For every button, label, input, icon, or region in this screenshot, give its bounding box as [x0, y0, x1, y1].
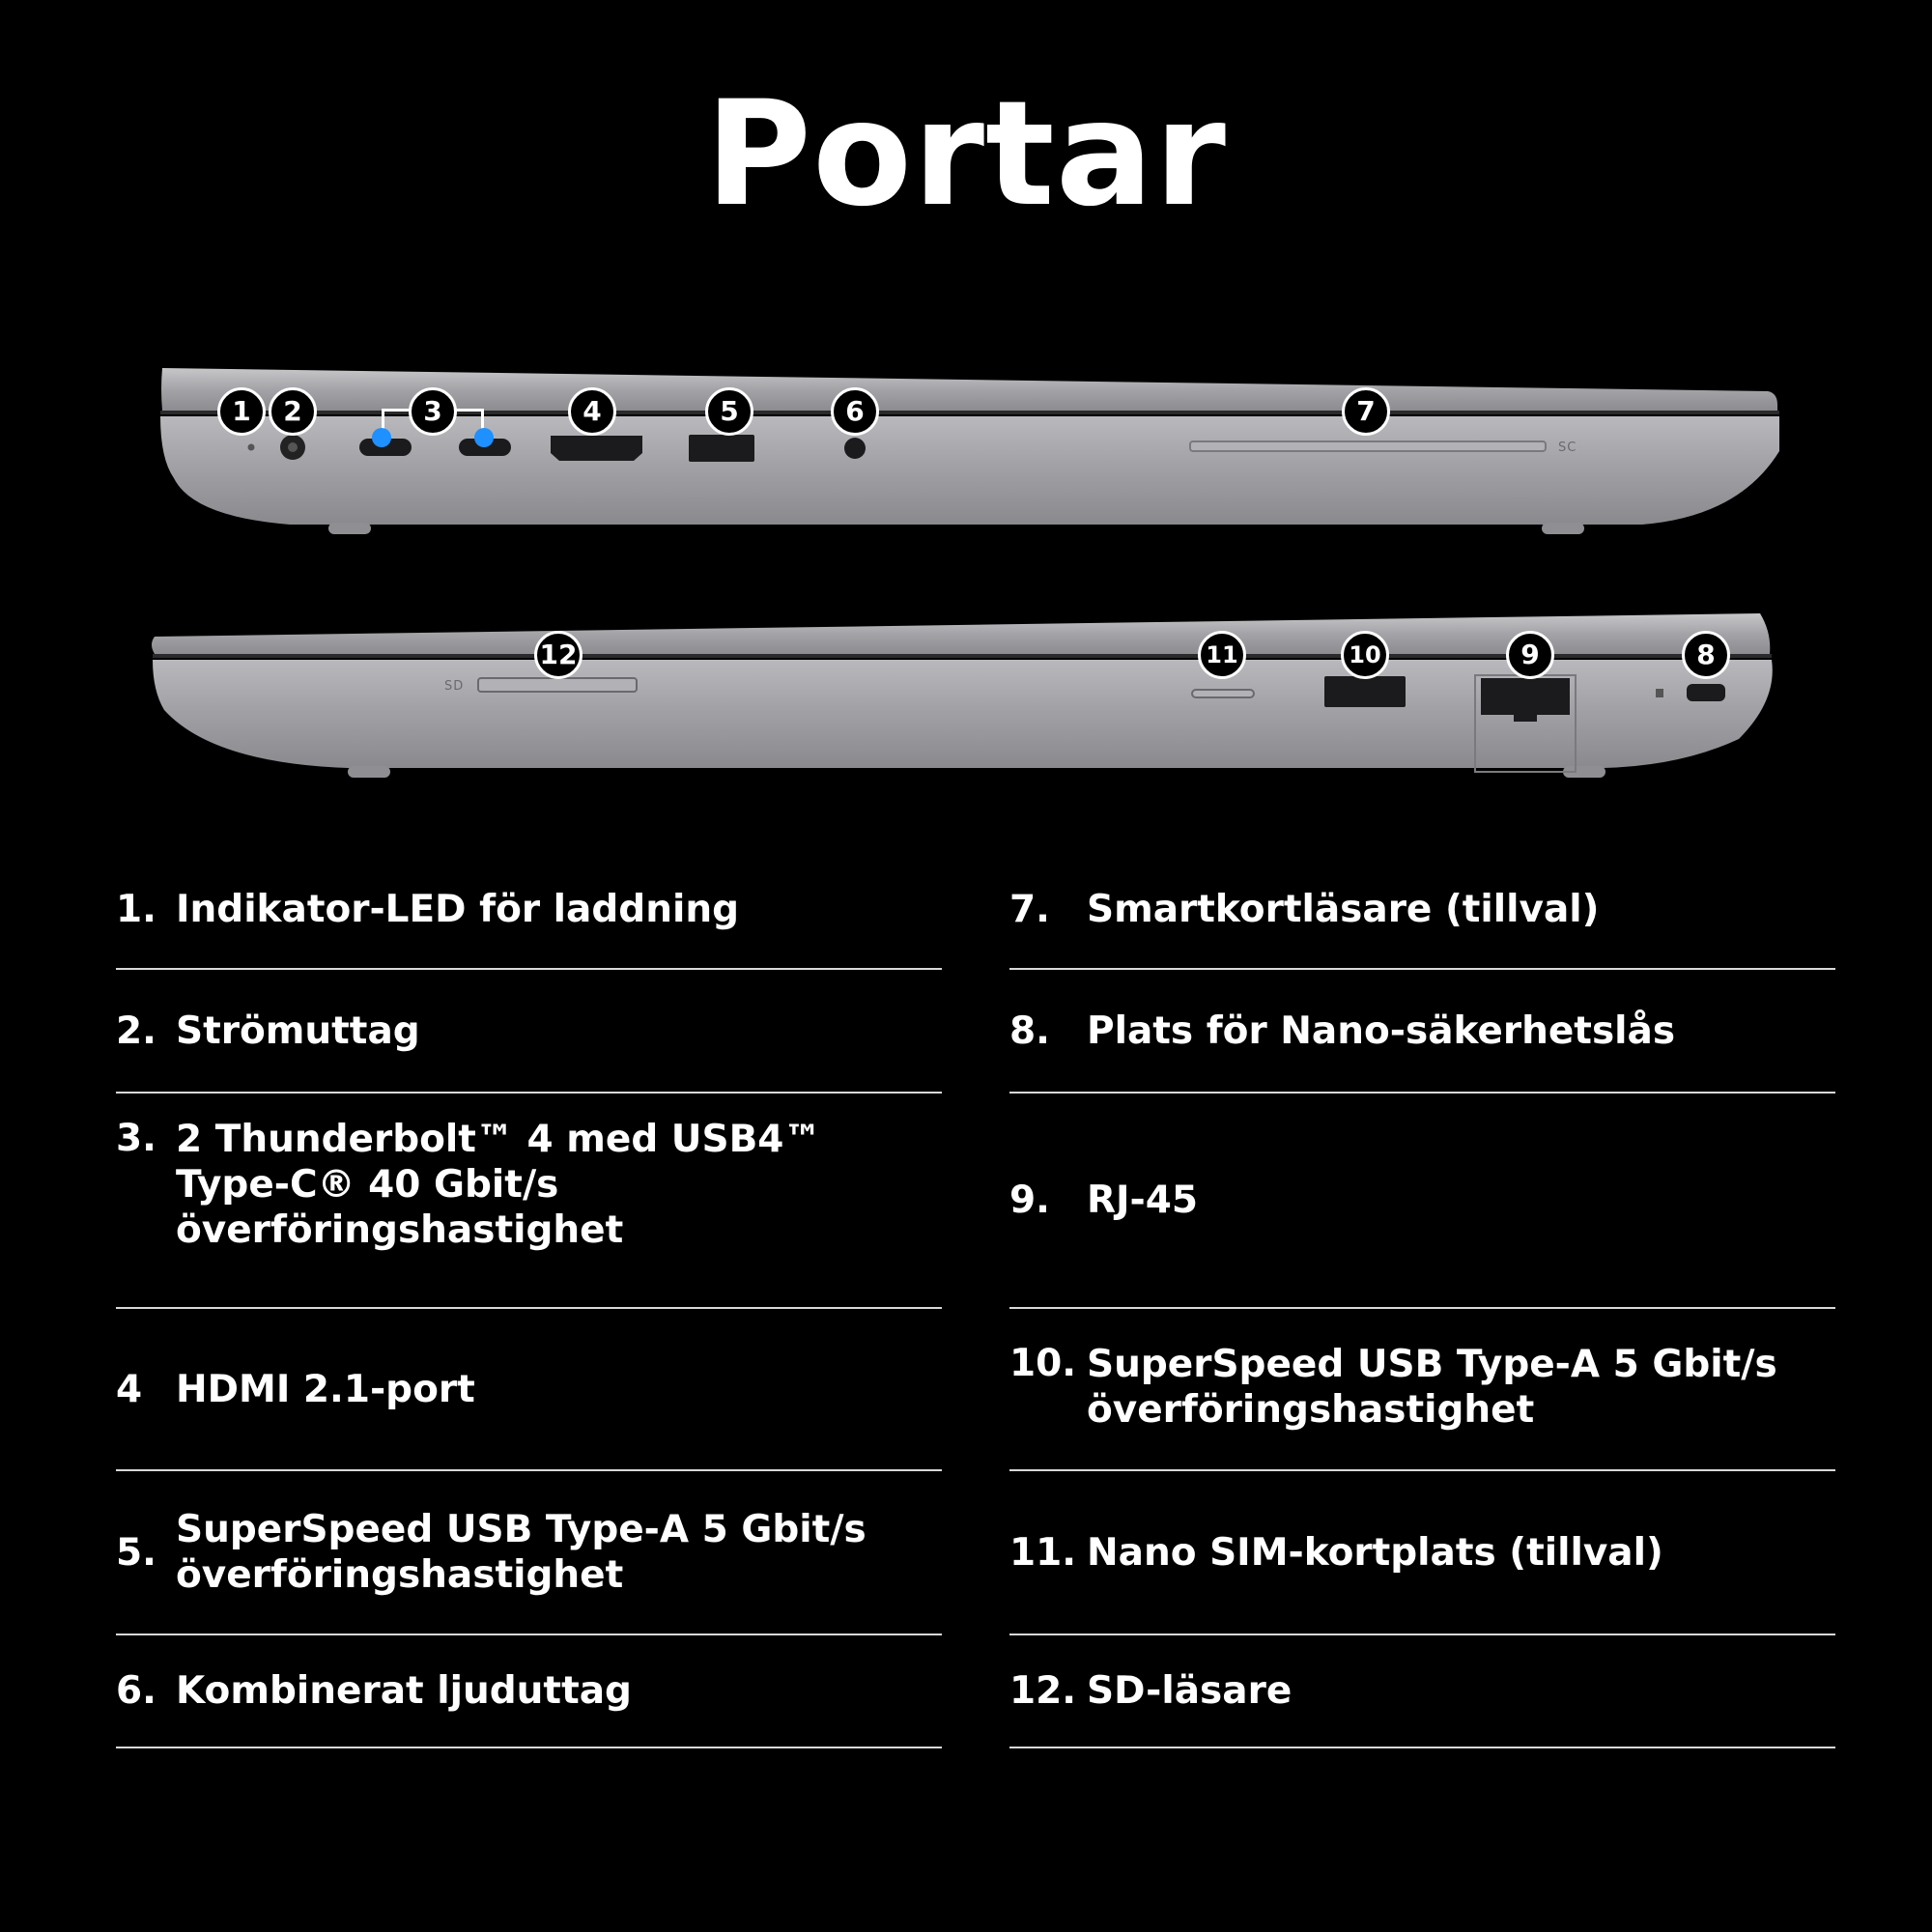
item-number: 3. [116, 1117, 156, 1160]
list-item [1009, 1309, 1835, 1471]
list-item [116, 970, 942, 1094]
ports-list-right [1009, 850, 1835, 1748]
item-text: SuperSpeed USB Type-A 5 Gbit/s överföringshastighet [1087, 1343, 1777, 1432]
callout-11: 11 [1198, 631, 1246, 679]
thunderbolt-dot-icon [372, 428, 391, 447]
callout-3: 3 [409, 387, 457, 436]
item-number: 8. [1009, 1009, 1050, 1053]
item-number: 1. [116, 887, 156, 931]
callout-2: 2 [269, 387, 317, 436]
list-item [1009, 1635, 1835, 1748]
item-number: 5. [116, 1530, 156, 1575]
callout-7: 7 [1342, 387, 1390, 436]
sd-label: SD [444, 679, 465, 694]
callout-10: 10 [1341, 631, 1389, 679]
item-text: RJ-45 [1087, 1179, 1199, 1222]
item-text: HDMI 2.1-port [176, 1367, 475, 1411]
callout-8: 8 [1682, 631, 1730, 679]
item-number: 6. [116, 1669, 156, 1713]
item-number: 2. [116, 1009, 156, 1053]
list-item [1009, 1471, 1835, 1635]
item-number: 12. [1009, 1669, 1077, 1713]
list-item [116, 850, 942, 970]
list-item [116, 1094, 942, 1309]
list-item [1009, 1094, 1835, 1309]
callout-1: 1 [217, 387, 266, 436]
list-item [1009, 850, 1835, 970]
item-number: 7. [1009, 887, 1050, 931]
item-number: 9. [1009, 1179, 1050, 1222]
sc-label: SC [1558, 440, 1577, 455]
callout-9: 9 [1506, 631, 1554, 679]
laptop-left-side-illustration [135, 362, 1797, 555]
laptop-right-side-view [135, 604, 1797, 797]
laptop-right-side-illustration [135, 604, 1797, 797]
item-number: 4 [116, 1367, 143, 1411]
callout-4: 4 [568, 387, 616, 436]
callout-12: 12 [534, 631, 582, 679]
callout-6: 6 [831, 387, 879, 436]
page-title: Portar [705, 71, 1227, 239]
item-text: Strömuttag [176, 1009, 420, 1053]
item-text: Nano SIM-kortplats (tillval) [1087, 1530, 1663, 1575]
list-item [1009, 970, 1835, 1094]
list-item [116, 1635, 942, 1748]
callout-5: 5 [705, 387, 753, 436]
thunderbolt-dot-icon [474, 428, 494, 447]
item-text: 2 Thunderbolt™ 4 med USB4™ Type-C® 40 Gbit/s överföringshastighet [176, 1118, 822, 1252]
ports-list-left [116, 850, 942, 1748]
item-text: Indikator-LED för laddning [176, 887, 740, 931]
item-text: Kombinerat ljuduttag [176, 1669, 632, 1713]
list-item [116, 1309, 942, 1471]
item-number: 10. [1009, 1342, 1077, 1385]
item-number: 11. [1009, 1530, 1077, 1575]
item-text: Plats för Nano-säkerhetslås [1087, 1009, 1676, 1053]
laptop-left-side-view [135, 362, 1797, 555]
list-item [116, 1471, 942, 1635]
item-text: Smartkortläsare (tillval) [1087, 887, 1600, 931]
item-text: SuperSpeed USB Type-A 5 Gbit/s överföringshastighet [176, 1508, 867, 1597]
item-text: SD-läsare [1087, 1669, 1293, 1713]
